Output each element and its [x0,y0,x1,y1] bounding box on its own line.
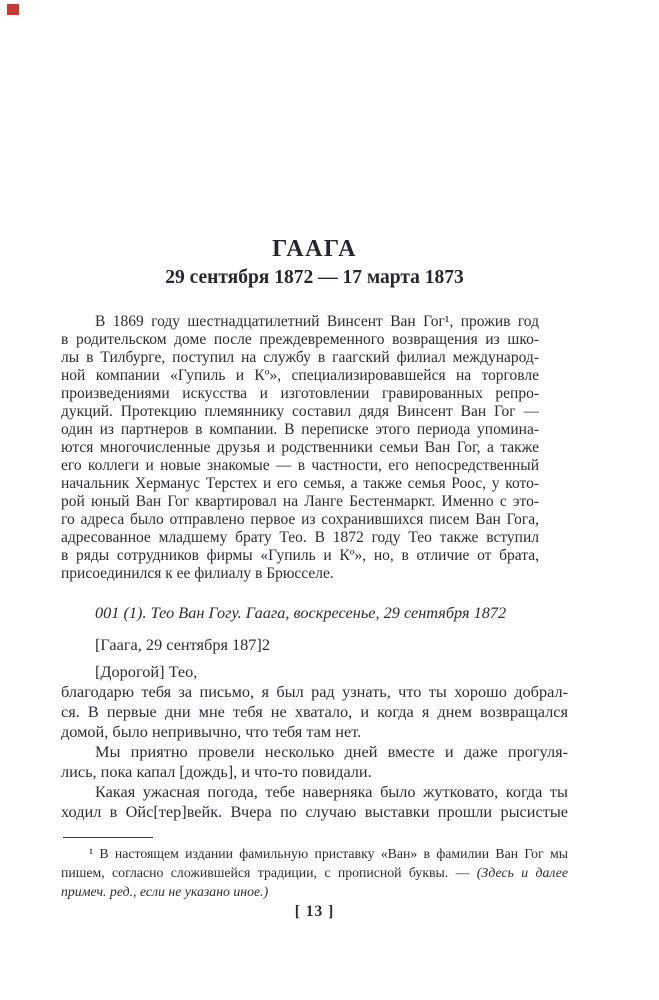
text-line: Мы приятно провели несколько дней вместе и даже прогуля- [95,742,568,761]
text-line: пишем, согласно сложившейся традиции, с прописной буквы. — (Здесь и далее [61,865,568,880]
text-line: дукций. Протекцию племяннику составил дядя Винсент Ван Гог — [61,403,539,420]
text-line: в родительском доме после преждевременного возвращения из шко- [61,331,539,348]
text-line: ¹ В настоящем издании фамильную приставку «Ван» в фамилии Ван Гог мы [89,846,568,861]
chapter-title: ГААГА [272,236,357,262]
text-line: один из партнеров в компании. В переписке этого периода упомина- [61,421,539,438]
text-line: в ряды сотрудников фирмы «Гупиль и Кº», но, в отличие от брата, [61,547,539,564]
chapter-subtitle: 29 сентября 1872 — 17 марта 1873 [165,267,464,288]
footnote-rule [63,837,153,838]
text-line: ся. В первые дни мне тебя не хватало, и когда я днем возвращался [61,702,568,721]
letter-dateline: [Гаага, 29 сентября 187]2 [95,635,270,654]
text-line: начальник Херманус Терстех и его семья, а также семья Роос, у кото- [61,475,539,492]
text-line: ной компании «Гупиль и Кº», специализировавшейся на торговле [61,367,539,384]
footnote [61,844,568,901]
text-line: благодарю тебя за письмо, я был рад узнать, что ты хорошо добрал- [61,682,568,701]
text-line: го адреса было отправлено первое из сохранившихся писем Ван Гога, [61,511,539,528]
text-line: Какая ужасная погода, тебе наверняка было жутковато, когда ты [95,782,568,801]
text-line: рой юный Ван Гог квартировал на Ланге Бестенмаркт. Именно с это- [61,493,539,510]
text-line: домой, было непривычно, что тебя там нет. [61,722,362,741]
text-line: В 1869 году шестнадцатилетний Винсент Ван Гог¹, прожив год [95,313,539,330]
text-line: его коллеги и новые знакомые — в частности, его непосредственный [61,457,539,474]
letter-heading: 001 (1). Тео Ван Гогу. Гаага, воскресенье, 29 сентября 1872 [95,603,507,622]
text-line: ходил в Ойс[тер]вейк. Вчера по случаю выставки прошли рысистые [61,802,568,821]
text-line: ются многочисленные друзья и родственники семьи Ван Гог, а также [61,439,539,456]
letter-body [61,682,568,822]
text-line: присоединился к ее филиалу в Брюсселе. [61,565,334,582]
page-number: [ 13 ] [294,903,335,920]
text-line: произведениями искусства и изготовлении гравированных репро- [61,385,539,402]
text-line: лись, пока капал [дождь], и что-то повидали. [61,762,372,781]
text-line: лы в Тилбурге, поступил на службу в гаагский филиал международ- [61,349,539,366]
text-line: адресованное младшему брату Тео. В 1872 году Тео также вступил [61,529,539,546]
corner-marker [7,4,19,15]
intro-paragraph [61,313,539,583]
text-line: примеч. ред., если не указано иное.) [61,884,269,899]
letter-salutation: [Дорогой] Тео, [95,662,198,681]
